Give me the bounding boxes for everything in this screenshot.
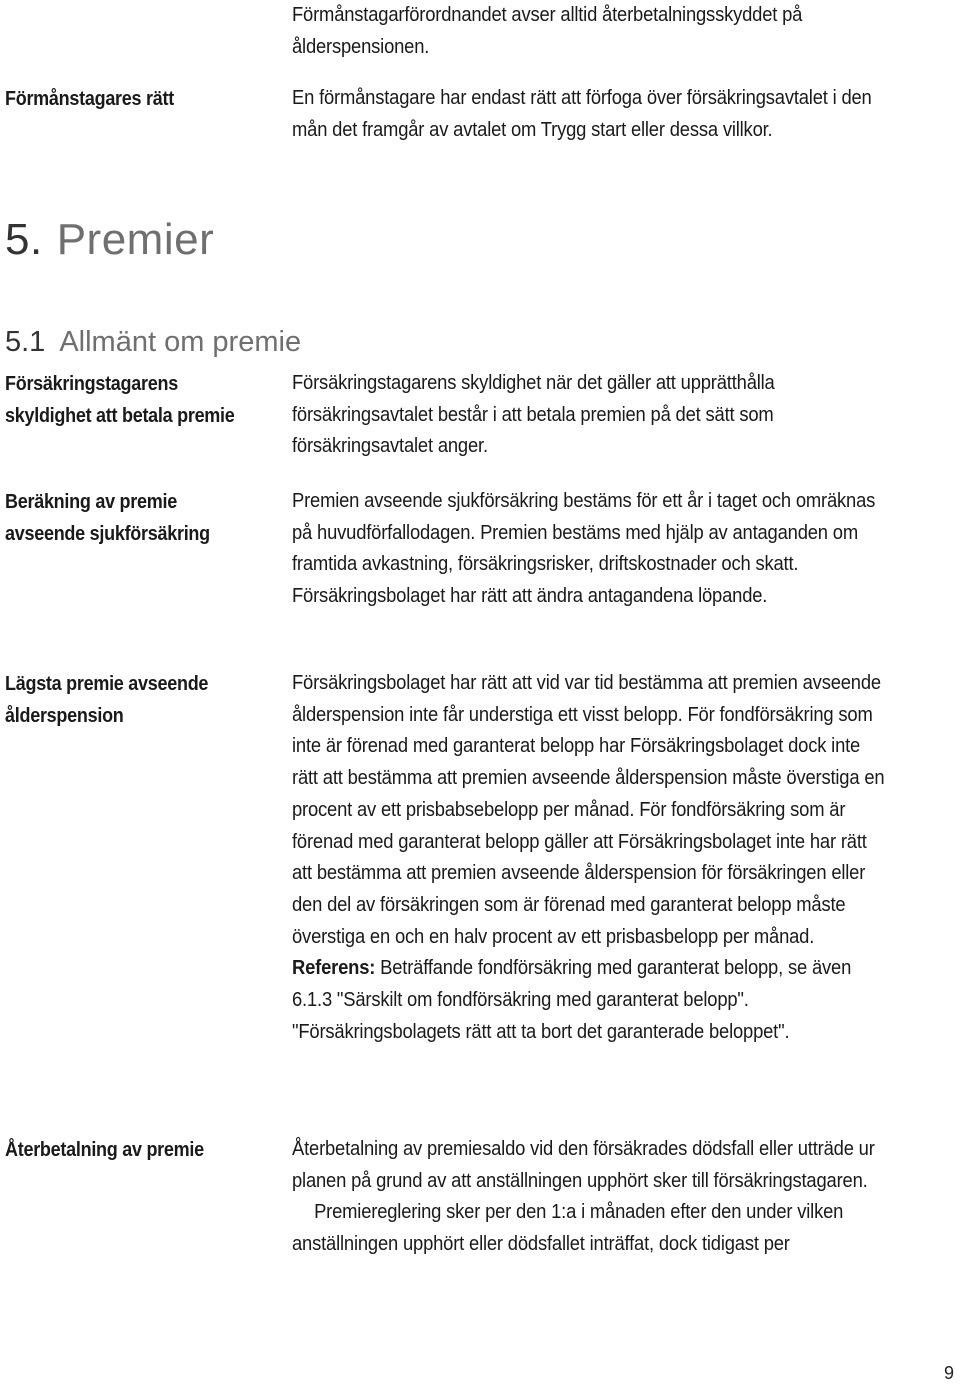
subsection-title: Allmänt om premie <box>59 326 302 358</box>
section-number: 5. <box>5 215 43 264</box>
minimum-premium-paragraph <box>292 668 890 1048</box>
sickness-premium-text: Premien avseende sjukförsäkring bestäms för ett år i taget och omräknas på huvudförfallodagen. Premien bestäms med hjälp av antaganden om framtida avkastning, försäkringsrisker, driftskostnader och skatt. Försäkringsbolaget har rätt att ändra antagandena löpande. <box>292 490 876 608</box>
page-number: 9 <box>943 1363 954 1383</box>
premium-obligation-label: Försäkringstagarens skyldighet att betala premie <box>5 373 235 427</box>
premium-obligation-text: Försäkringstagarens skyldighet när det gäller att upprätthålla försäkringsavtalet består i att betala premien på det sätt som försäkringsavtalet anger. <box>292 372 775 458</box>
sickness-premium-paragraph <box>292 486 890 613</box>
minimum-premium-label: Lägsta premie avseende ålderspension <box>5 673 209 727</box>
beneficiary-rights-paragraph <box>292 83 890 146</box>
minimum-premium-body: Försäkringsbolaget har rätt att vid var tid bestämma att premien avseende ålderspension inte får understiga ett visst belopp. För fondförsäkring som inte är förenad med garanterat belopp har Försäkringsbolaget dock inte rätt att bestämma att premien avseende ålderspension måste överstiga en procent av ett prisbabsebelopp per månad. För fondförsäkring som är förenad med garanterat belopp gäller att Försäkringsbolaget inte har rätt att bestämma att premien avseende ålderspension för försäkringen eller den del av försäkringen som är förenad med garanterat belopp måste överstiga en och en halv procent av ett prisbasbelopp per månad. <box>292 672 885 948</box>
beneficiary-rights-text: En förmånstagare har endast rätt att förfoga över försäkringsavtalet i den mån det framgår av avtalet om Trygg start eller dessa villkor. <box>292 87 872 141</box>
premium-refund-paragraph <box>292 1134 890 1261</box>
reference-label: Referens: <box>292 957 376 980</box>
reference-text: Beträffande fondförsäkring med garanterat belopp, se även 6.1.3 "Särskilt om fondförsäkring med garanterat belopp". "Försäkringsbolagets rätt att ta bort det garanterade beloppet". <box>292 957 852 1043</box>
premium-obligation-paragraph <box>292 368 890 463</box>
subsection-heading <box>5 322 301 362</box>
beneficiary-rights-label: Förmånstagares rätt <box>5 88 174 110</box>
premium-refund-label: Återbetalning av premie <box>5 1139 204 1161</box>
sickness-premium-label: Beräkning av premie avseende sjukförsäkring <box>5 491 210 545</box>
intro-text: Förmånstagarförordnandet avser alltid återbetalningsskyddet på ålderspensionen. <box>292 4 803 58</box>
intro-paragraph <box>292 0 890 63</box>
section-title: Premier <box>56 215 215 264</box>
section-heading <box>5 212 214 268</box>
subsection-number: 5.1 <box>5 326 46 358</box>
premium-refund-text-1: Återbetalning av premiesaldo vid den försäkrades dödsfall eller utträde ur planen på grund av att anställningen upphört sker till försäkringstagaren. <box>292 1138 875 1192</box>
premium-refund-text-2: Premiereglering sker per den 1:a i månaden efter den under vilken anställningen upphört eller dödsfallet inträffat, dock tidigast per <box>292 1201 844 1256</box>
minimum-premium-text <box>292 668 890 1048</box>
